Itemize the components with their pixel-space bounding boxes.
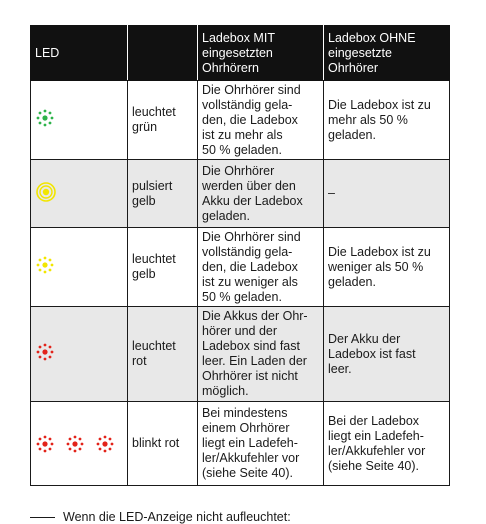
mit-line: hörer und der xyxy=(202,324,278,338)
mit-line: Die Ohrhörer sind xyxy=(202,82,301,97)
led-state-cell xyxy=(128,81,198,160)
led-state-text: gelb xyxy=(132,267,156,281)
mit-description-cell xyxy=(198,160,324,228)
footer-note xyxy=(30,511,480,523)
ohne-line: geladen. xyxy=(328,127,376,142)
yellow-dotted-led-icon xyxy=(35,264,55,278)
footer-text: Wenn die LED-Anzeige nicht aufleuchtet: xyxy=(63,510,291,524)
header-ohne-line: Ohrhörer xyxy=(328,60,379,75)
ohne-line: geladen. xyxy=(328,274,376,289)
led-cell xyxy=(31,81,128,160)
header-mit-line: eingesetzten xyxy=(202,45,273,60)
ohne-line: leer. xyxy=(328,361,352,376)
led-state-cell xyxy=(128,402,198,486)
table-row xyxy=(31,228,450,307)
mit-line: geladen. xyxy=(202,208,250,223)
led-state-text: blinkt rot xyxy=(132,436,180,450)
ohne-description-cell xyxy=(324,81,450,160)
ohne-description-cell xyxy=(324,228,450,307)
mit-line: den, die Ladebox xyxy=(202,259,298,274)
mit-line: den, die Ladebox xyxy=(202,112,298,127)
led-state-text: gelb xyxy=(132,193,156,208)
red-blinking-led-icon xyxy=(35,434,123,454)
mit-line: Akku der Ladebox xyxy=(202,193,303,208)
table-row xyxy=(31,402,450,486)
led-cell xyxy=(31,402,128,486)
header-led xyxy=(31,26,128,81)
table-row xyxy=(31,307,450,402)
ohne-line: mehr als 50 % xyxy=(328,112,408,127)
ohne-line: – xyxy=(328,186,335,200)
mit-line: Die Akkus der Ohr- xyxy=(202,309,308,323)
ohne-line: weniger als 50 % xyxy=(328,259,424,274)
header-ladebox-mit xyxy=(198,26,324,81)
ohne-line: liegt ein Ladefeh- xyxy=(328,428,424,443)
mit-line: Bei mindestens xyxy=(202,406,288,420)
led-state-text: rot xyxy=(132,354,147,368)
ohne-line: Ladebox ist fast xyxy=(328,346,416,361)
green-dotted-led-icon xyxy=(35,117,55,131)
table-row xyxy=(31,160,450,228)
mit-line: vollständig gela- xyxy=(202,97,293,112)
mit-description-cell xyxy=(198,228,324,307)
mit-line: Ladebox sind fast xyxy=(202,339,300,353)
mit-line: 50 % geladen. xyxy=(202,289,282,304)
header-ohne-line: Ladebox OHNE xyxy=(328,30,416,45)
ohne-line: Bei der Ladebox xyxy=(328,413,420,428)
mit-line: ler/Akkufehler vor xyxy=(202,451,300,465)
header-led-label: LED xyxy=(35,45,60,60)
red-dotted-led-icon xyxy=(65,434,85,454)
led-state-text: leuchtet xyxy=(132,252,176,266)
led-state-cell xyxy=(128,307,198,402)
header-spacer xyxy=(128,26,198,81)
red-dotted-led-icon xyxy=(35,434,55,454)
mit-line: 50 % geladen. xyxy=(202,142,282,157)
mit-line: ist zu weniger als xyxy=(202,274,298,289)
mit-line: Ohrhörer ist nicht xyxy=(202,369,298,383)
header-ohne-line: eingesetzte xyxy=(328,45,392,60)
table-row xyxy=(31,81,450,160)
led-state-text: pulsiert xyxy=(132,178,173,193)
header-mit-line: Ladebox MIT xyxy=(202,30,275,45)
led-state-cell xyxy=(128,228,198,307)
mit-line: liegt ein Ladefeh- xyxy=(202,436,298,450)
ohne-line: (siehe Seite 40). xyxy=(328,458,420,473)
ohne-line: Die Ladebox ist zu xyxy=(328,97,431,112)
led-state-text: leuchtet xyxy=(132,339,176,353)
red-dotted-led-icon xyxy=(95,434,115,454)
led-cell xyxy=(31,160,128,228)
footer-rule xyxy=(30,517,55,518)
mit-line: ist zu mehr als xyxy=(202,127,283,142)
yellow-pulsing-led-icon xyxy=(35,192,57,206)
mit-description-cell xyxy=(198,402,324,486)
mit-line: Die Ohrhörer sind xyxy=(202,229,301,244)
led-state-text: grün xyxy=(132,120,158,134)
red-dotted-led-icon xyxy=(35,351,55,365)
ohne-line: Die Ladebox ist zu xyxy=(328,244,431,259)
led-cell xyxy=(31,228,128,307)
led-state-text: leuchtet xyxy=(132,105,176,119)
header-mit-line: Ohrhörern xyxy=(202,60,259,75)
led-state-cell xyxy=(128,160,198,228)
mit-description-cell xyxy=(198,81,324,160)
mit-line: einem Ohrhörer xyxy=(202,421,290,435)
ohne-description-cell xyxy=(324,402,450,486)
mit-line: Die Ohrhörer xyxy=(202,163,275,178)
mit-line: leer. Ein Laden der xyxy=(202,354,307,368)
ohne-line: ler/Akkufehler vor xyxy=(328,443,426,458)
ohne-description-cell xyxy=(324,160,450,228)
ohne-description-cell xyxy=(324,307,450,402)
led-status-table xyxy=(30,25,450,486)
mit-line: (siehe Seite 40). xyxy=(202,466,294,480)
mit-line: werden über den xyxy=(202,178,296,193)
header-ladebox-ohne xyxy=(324,26,450,81)
mit-description-cell xyxy=(198,307,324,402)
led-cell xyxy=(31,307,128,402)
mit-line: vollständig gela- xyxy=(202,244,293,259)
mit-line: möglich. xyxy=(202,384,249,398)
ohne-line: Der Akku der xyxy=(328,331,401,346)
